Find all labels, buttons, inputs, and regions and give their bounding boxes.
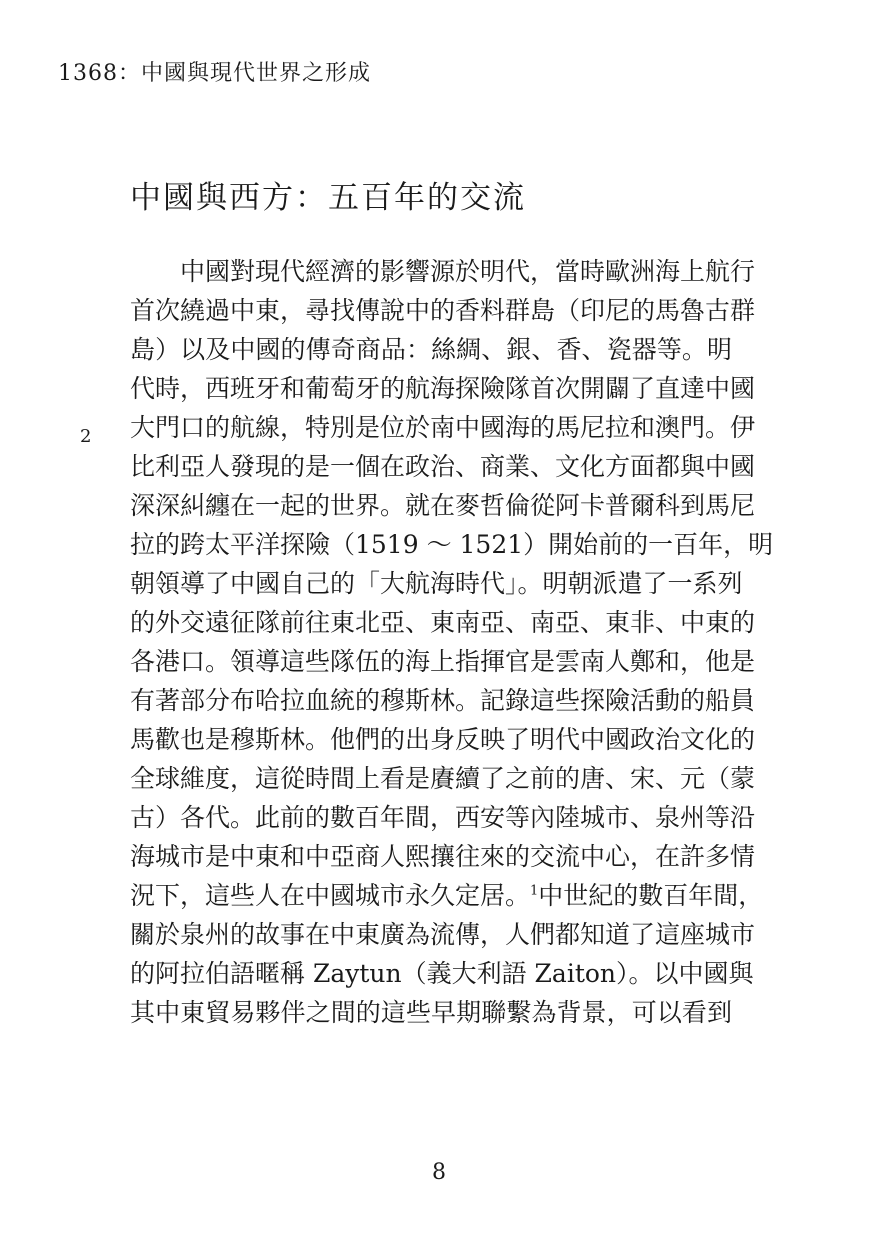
body-line-with-footnote: [130, 876, 764, 915]
body-line-part: 況下，這些人在中國城市永久定居。: [130, 881, 531, 910]
body-text: [130, 252, 774, 1032]
body-line: 比利亞人發現的是一個在政治、商業、文化方面都與中國: [130, 452, 756, 481]
page-number: 8: [432, 1160, 446, 1185]
body-line: 全球維度，這從時間上看是賡續了之前的唐、宋、元（蒙: [130, 764, 756, 793]
body-line: 馬歡也是穆斯林。他們的出身反映了明代中國政治文化的: [130, 725, 756, 754]
body-line: 古）各代。此前的數百年間，西安等內陸城市、泉州等沿: [130, 803, 756, 832]
body-line: 島）以及中國的傳奇商品：絲綢、銀、香、瓷器等。明: [130, 335, 732, 364]
body-line: 深深糾纏在一起的世界。就在麥哲倫從阿卡普爾科到馬尼: [130, 491, 756, 520]
body-line: 大門口的航線，特別是位於南中國海的馬尼拉和澳門。伊: [130, 413, 756, 442]
body-line: 的阿拉伯語暱稱 Zaytun（義大利語 Zaiton）。以中國與: [130, 959, 754, 988]
running-header: 1368：中國與現代世界之形成: [58, 61, 371, 86]
margin-note-number: 2: [80, 426, 92, 447]
body-line: 朝領導了中國自己的「大航海時代」。明朝派遣了一系列: [130, 569, 743, 598]
body-line: 拉的跨太平洋探險（1519 ～ 1521）開始前的一百年，明: [130, 530, 774, 559]
body-line: 代時，西班牙和葡萄牙的航海探險隊首次開闢了直達中國: [130, 374, 756, 403]
body-line: 各港口。領導這些隊伍的海上指揮官是雲南人鄭和，他是: [130, 647, 756, 676]
body-line: 有著部分布哈拉血統的穆斯林。記錄這些探險活動的船員: [130, 686, 756, 715]
section-title: 中國與西方：五百年的交流: [130, 180, 526, 216]
body-line: 的外交遠征隊前往東北亞、東南亞、南亞、東非、中東的: [130, 608, 756, 637]
body-line: 首次繞過中東，尋找傳說中的香料群島（印尼的馬魯古群: [130, 296, 756, 325]
body-line: 中國對現代經濟的影響源於明代，當時歐洲海上航行: [180, 257, 756, 286]
body-line: 海城市是中東和中亞商人熙攘往來的交流中心，在許多情: [130, 842, 756, 871]
body-line: 關於泉州的故事在中東廣為流傳，人們都知道了這座城市: [130, 920, 756, 949]
body-line-part: 中世紀的數百年間，: [538, 881, 764, 910]
body-line: 其中東貿易夥伴之間的這些早期聯繫為背景，可以看到: [130, 998, 732, 1027]
footnote-reference[interactable]: 1: [530, 883, 539, 899]
